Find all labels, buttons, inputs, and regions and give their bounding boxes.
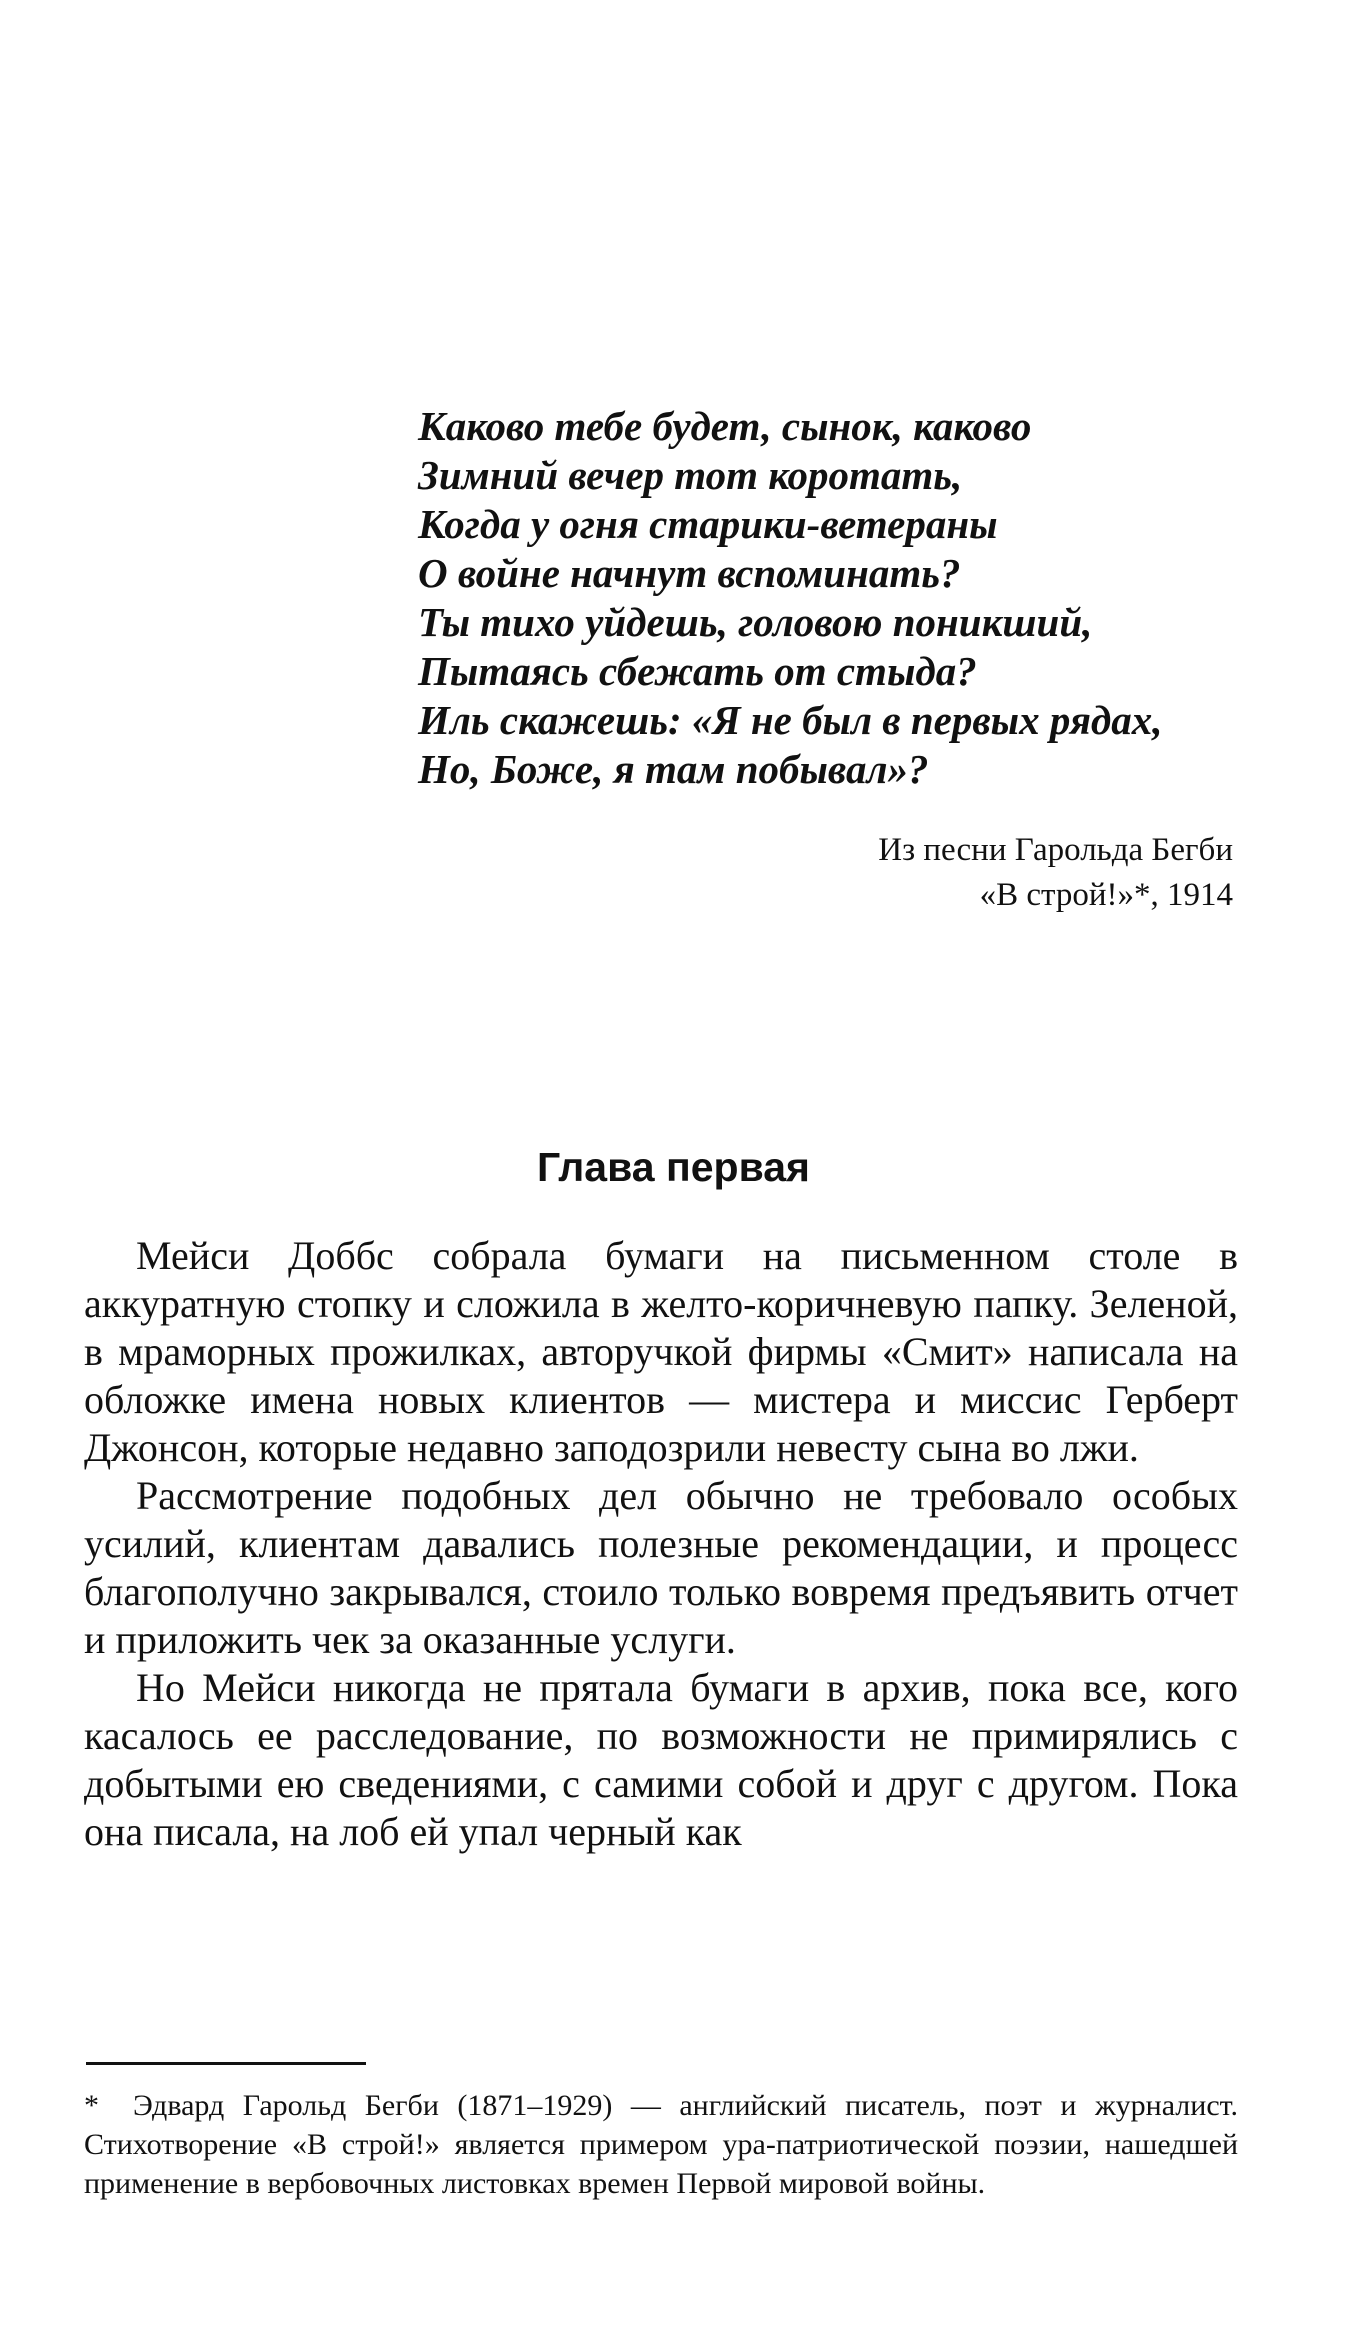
attribution-title-year: «В строй!»*, 1914 [979,877,1233,913]
epigraph-line: Иль скажешь: «Я не был в первых рядах, [418,697,1163,743]
body-paragraph: Мейси Доббс собрала бумаги на письменном столе в аккуратную стопку и сложила в желто-коричневую папку. Зеленой, в мраморных прожилках, авторучкой фирмы «Смит» написала на обложке имена новых клиентов — мистера и миссис Герберт Джонсон, которые недавно заподозрили невесту сына во лжи. [84,1233,1238,1470]
epigraph-line: Когда у огня старики-ветераны [418,501,998,547]
footnote-marker: * [84,2089,99,2122]
chapter-body [84,1232,1238,1856]
epigraph-line: Пытаясь сбежать от стыда? [418,648,977,694]
attribution-source: Из песни Гарольда Бегби [878,832,1233,868]
chapter-title: Глава первая [537,1144,810,1190]
epigraph-line: Каково тебе будет, сынок, каково [418,403,1032,449]
footnote [84,2086,1238,2203]
footnote-text: Эдвард Гарольд Бегби (1871–1929) — английский писатель, поэт и журналист. Стихотворение «В строй!» является примером ура-патриотической поэзии, нашедшей применение в вербовочных листовках времен Первой мировой войны. [84,2089,1238,2200]
epigraph-line: Ты тихо уйдешь, головою поникший, [418,599,1093,645]
epigraph-attribution [878,828,1233,918]
epigraph-line: Но, Боже, я там побывал»? [418,746,929,792]
body-paragraph: Но Мейси никогда не прятала бумаги в архив, пока все, кого касалось ее расследование, по возможности не примирялись с добытыми ею сведениями, с самими собой и друг с другом. Пока она писала, на лоб ей упал черный как [84,1665,1238,1854]
footnote-divider [86,2062,366,2065]
body-paragraph: Рассмотрение подобных дел обычно не требовало особых усилий, клиентам давались полезные рекомендации, и процесс благополучно закрывался, стоило только вовремя предъявить отчет и приложить чек за оказанные услуги. [84,1473,1238,1662]
epigraph-poem [418,402,1238,794]
epigraph-line: Зимний вечер тот коротать, [418,452,963,498]
epigraph-line: О войне начнут вспоминать? [418,550,961,596]
